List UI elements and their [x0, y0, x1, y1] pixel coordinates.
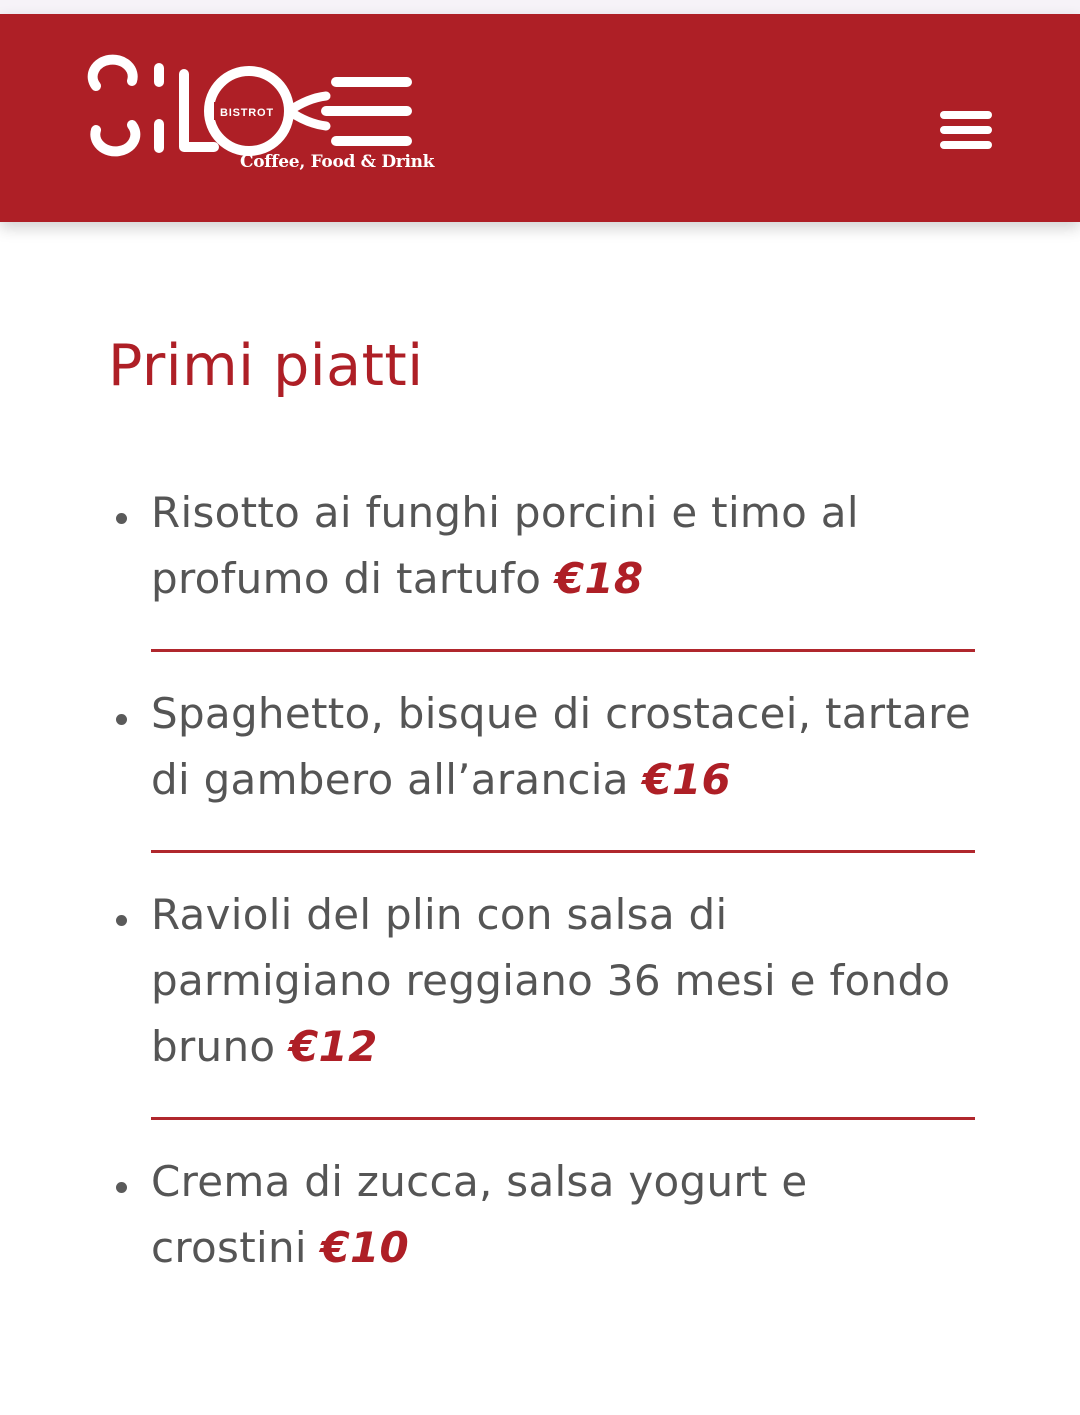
dish-name: Spaghetto, bisque di crostacei, tartare di gambero all’arancia [151, 689, 971, 804]
dish-price: €10 [320, 1223, 410, 1272]
dish-price: €16 [642, 755, 732, 804]
logo-tagline: Coffee, Food & Drink [240, 152, 435, 172]
section-title: Primi piatti [108, 333, 424, 399]
bullet-icon [116, 714, 127, 725]
dish-item [0, 1149, 1080, 1309]
dish-name: Ravioli del plin con salsa di parmigiano reggiano 36 mesi e fondo bruno [151, 890, 951, 1071]
bullet-icon [116, 513, 127, 524]
menu-toggle-button[interactable] [928, 94, 1004, 166]
dish-item [0, 681, 1080, 839]
bullet-icon [116, 1182, 127, 1193]
dish-name: Crema di zucca, salsa yogurt e crostini [151, 1157, 808, 1272]
dish-item [0, 882, 1080, 1106]
dish-divider [151, 1117, 975, 1120]
dish-text [151, 480, 975, 612]
dish-list [0, 480, 1080, 1309]
dish-name: Risotto ai funghi porcini e timo al profumo di tartufo [151, 488, 859, 603]
dish-text [151, 882, 975, 1080]
site-logo[interactable] [86, 54, 435, 194]
bullet-icon [116, 915, 127, 926]
dish-text [151, 681, 975, 813]
dish-price: €18 [554, 554, 644, 603]
dish-divider [151, 850, 975, 853]
dish-item [0, 480, 1080, 638]
site-header [0, 14, 1080, 222]
logo-badge: BISTROT [220, 107, 274, 119]
siloe-logo-mark [86, 54, 426, 194]
dish-text [151, 1149, 975, 1281]
dish-divider [151, 649, 975, 652]
status-bar-strip [0, 0, 1080, 14]
hamburger-menu-icon [938, 108, 994, 152]
dish-price: €12 [289, 1022, 378, 1071]
